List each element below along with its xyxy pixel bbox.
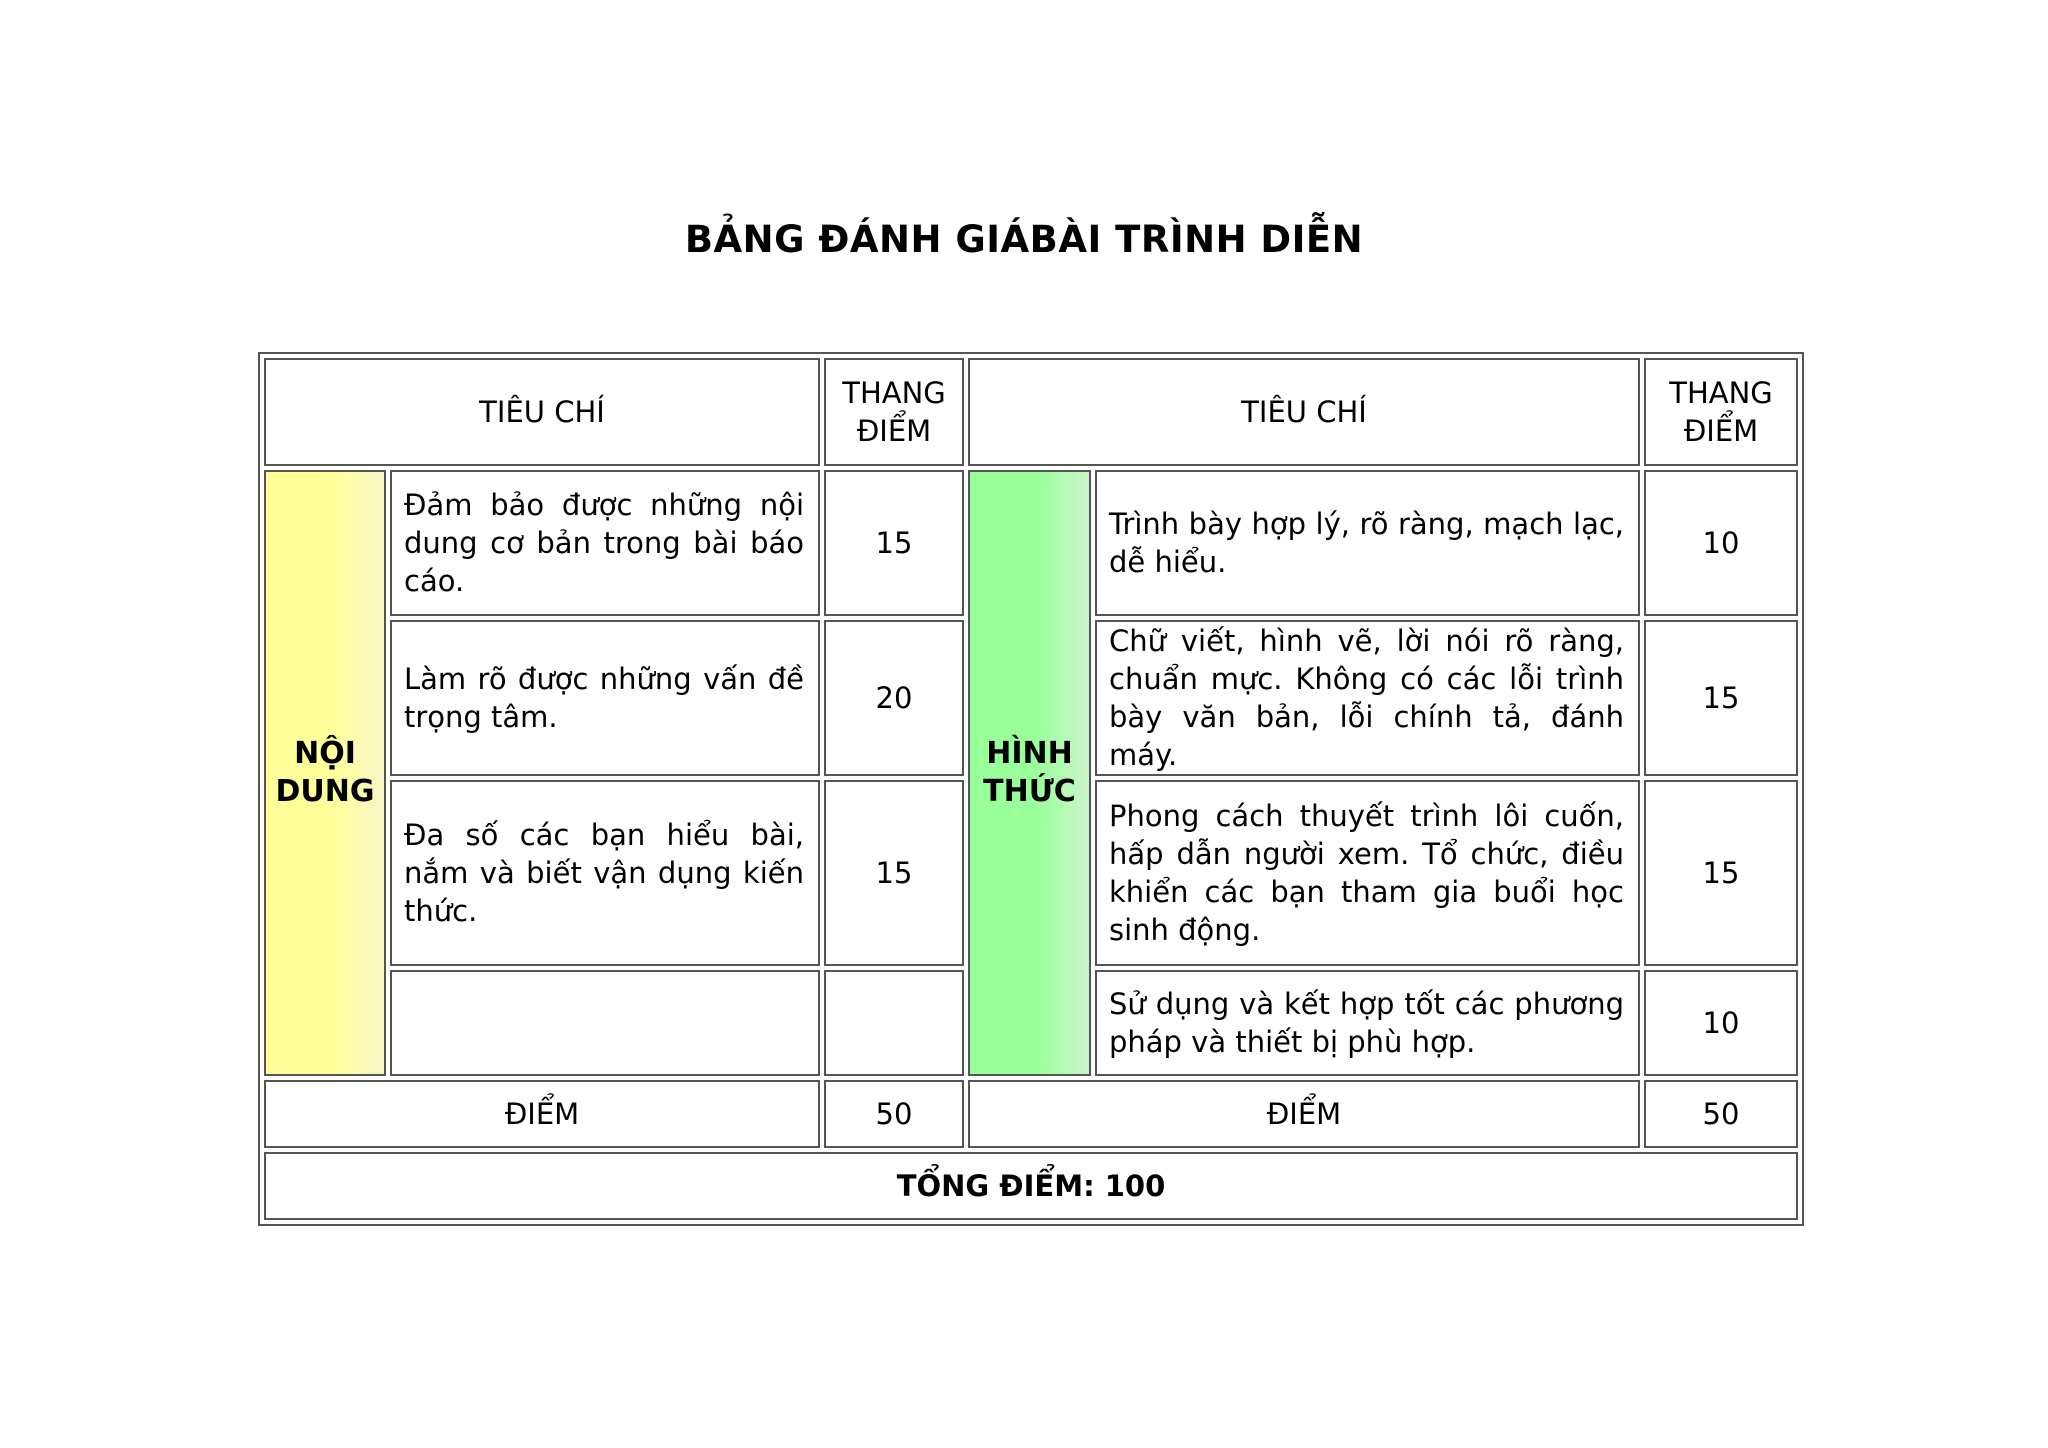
form-criterion-4: Sử dụng và kết hợp tốt các phương pháp và thiết bị phù hợp. [1095,970,1640,1076]
total-row [264,1152,1798,1220]
header-scale-left [824,358,964,466]
form-score-4: 10 [1644,970,1798,1076]
content-score-4 [824,970,964,1076]
subtotal-label-left: ĐIỂM [264,1080,820,1148]
content-score-3: 15 [824,780,964,966]
content-criterion-2: Làm rõ được những vấn đề trọng tâm. [390,620,820,776]
content-score-1: 15 [824,470,964,616]
subtotal-value-right: 50 [1644,1080,1798,1148]
table-row [264,470,1798,616]
form-score-1: 10 [1644,470,1798,616]
content-criterion-4 [390,970,820,1076]
header-scale-right-line2: ĐIỂM [1683,414,1759,448]
header-criteria-right: TIÊU CHÍ [968,358,1640,466]
form-criterion-2: Chữ viết, hình vẽ, lời nói rõ ràng, chuẩn mực. Không có các lỗi trình bày văn bản, lỗi chính tả, đánh máy. [1095,620,1640,776]
header-criteria-left: TIÊU CHÍ [264,358,820,466]
subtotal-label-right: ĐIỂM [968,1080,1640,1148]
form-score-3: 15 [1644,780,1798,966]
header-scale-left-line1: THANG [842,376,946,410]
total-score: TỔNG ĐIỂM: 100 [264,1152,1798,1220]
content-criterion-1: Đảm bảo được những nội dung cơ bản trong bài báo cáo. [390,470,820,616]
form-criterion-1: Trình bày hợp lý, rõ ràng, mạch lạc, dễ hiểu. [1095,470,1640,616]
content-criterion-3: Đa số các bạn hiểu bài, nắm và biết vận dụng kiến thức. [390,780,820,966]
content-category-line2: DUNG [275,774,375,809]
subtotal-row [264,1080,1798,1148]
content-score-2: 20 [824,620,964,776]
header-scale-right [1644,358,1798,466]
form-category-line1: HÌNH [986,736,1073,771]
table-header-row [264,358,1798,466]
subtotal-value-left: 50 [824,1080,964,1148]
content-category-line1: NỘI [294,736,356,771]
form-score-2: 15 [1644,620,1798,776]
form-category-cell [968,470,1091,1076]
page-title: BẢNG ĐÁNH GIÁBÀI TRÌNH DIỄN [684,218,1364,261]
rubric-table [258,352,1804,1226]
form-category-line2: THỨC [983,774,1076,809]
content-category-cell [264,470,386,1076]
header-scale-right-line1: THANG [1669,376,1773,410]
form-criterion-3: Phong cách thuyết trình lôi cuốn, hấp dẫn người xem. Tổ chức, điều khiển các bạn tham gia buổi học sinh động. [1095,780,1640,966]
header-scale-left-line2: ĐIỂM [856,414,932,448]
